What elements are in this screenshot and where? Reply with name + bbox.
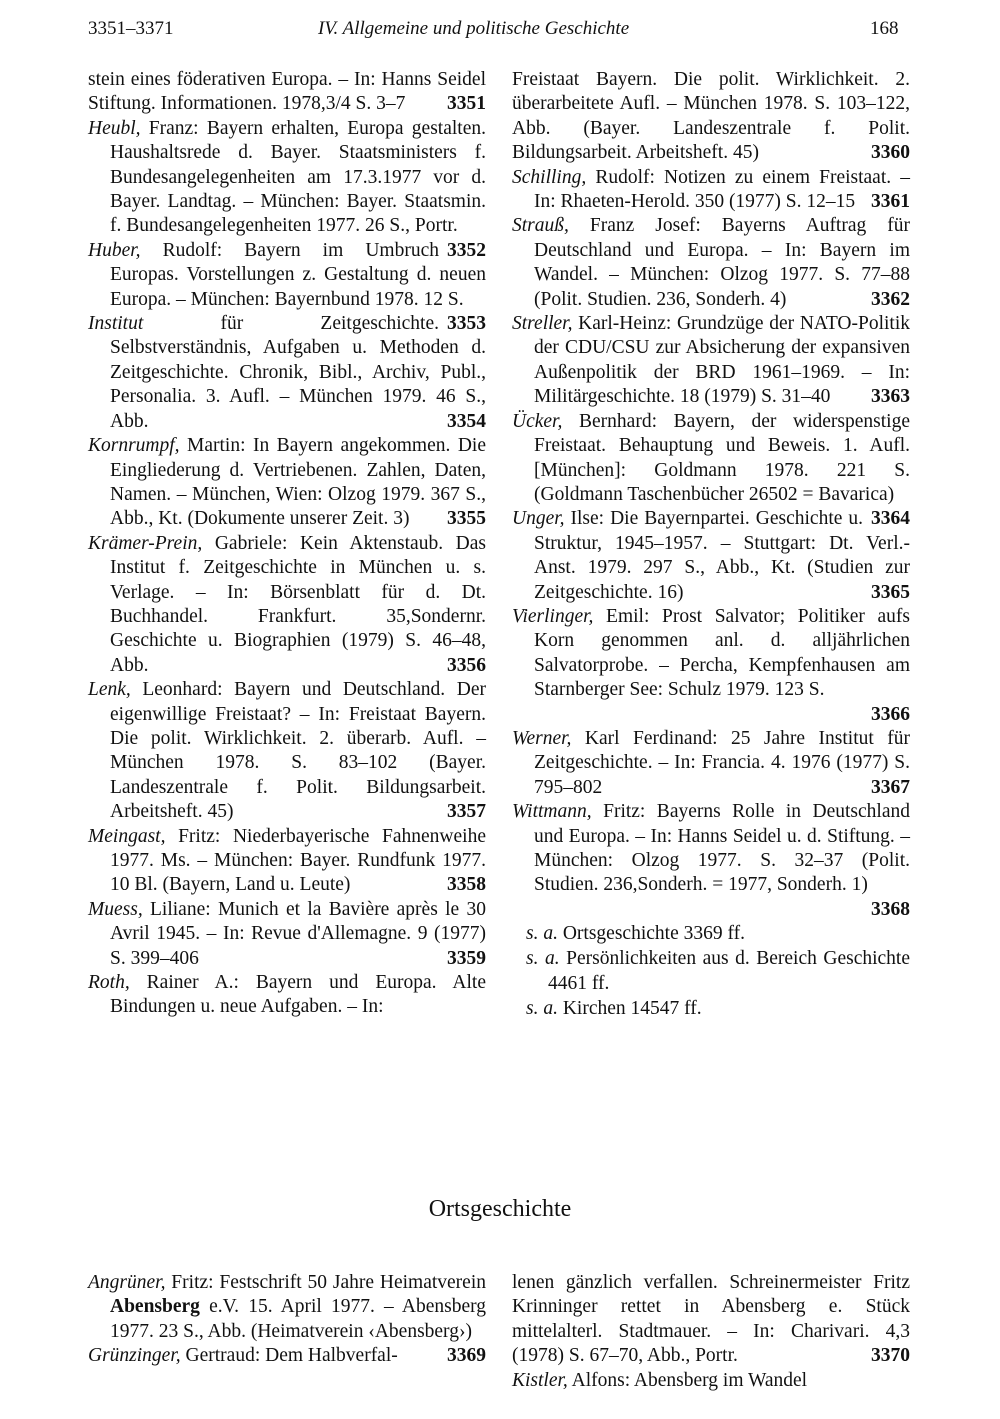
entry-author: Krämer-Prein, (88, 532, 203, 554)
entry-author: Huber, (88, 239, 141, 261)
entry-text: lenen gänzlich verfallen. Schreinermeister Fritz Krinninger rettet in Abensberg e. Stück mittelalterl. Stadtmauer. – In: Charivari. 4,3 (1978) S. 67–70, Abb., Portr. (512, 1272, 910, 1367)
see-also-prefix: s. a. (526, 922, 558, 944)
entry-author: Lenk, (88, 679, 131, 701)
entry-number: 3354 (447, 410, 486, 432)
entry-text: stein eines föderativen Europa. – In: Hanns Seidel Stiftung. Informationen. 1978,3/4 S. 3–7 (88, 69, 486, 115)
entry-number: 3353 (447, 313, 486, 335)
entry-author: Muess, (88, 898, 143, 920)
entry-author: Werner, (512, 727, 572, 749)
entry-text: Karl Ferdinand: 25 Jahre Institut für Zeitgeschichte. – In: Francia. 4. 1976 (1977) S. 795–802 (534, 727, 910, 798)
entry-number: 3364 (871, 508, 910, 530)
entry-number: 3362 (871, 288, 910, 310)
see-also-reference (512, 997, 910, 1021)
entry-text: Ilse: Die Bayernpartei. Geschichte u. Struktur, 1945–1957. – Stuttgart: Dt. Verl.-Anst. 1979. 297 S., Abb., Kt. (Studien zur Zeitgeschichte. 16) (534, 508, 910, 603)
entry-author: Institut (88, 313, 144, 335)
left-column (88, 68, 486, 1020)
bibliography-entry (512, 312, 910, 410)
bibliography-entry (512, 166, 910, 215)
bibliography-entry (88, 1344, 486, 1368)
bibliography-entry (88, 971, 486, 1020)
bibliography-entry (512, 800, 910, 920)
bibliography-entry (88, 898, 486, 971)
entry-number: 3359 (447, 947, 486, 969)
entry-author: Grünzinger, (88, 1345, 181, 1367)
entry-text: Liliane: Munich et la Bavière après le 30 Avril 1945. – In: Revue d'Allemagne. 9 (1977) S. 399–406 (110, 898, 486, 969)
entry-text: Gabriele: Kein Aktenstaub. Das Institut f. Zeitgeschichte in München u. s. Verlage. – In: Börsenblatt für d. Dt. Buchhandel. Frankfurt. 35,Sondernr. Geschichte u. Biographien (1979) S. 46–48, Abb. (110, 532, 486, 676)
entry-number: 3360 (871, 142, 910, 164)
bibliography-entry (512, 1369, 910, 1393)
entry-author: Roth, (88, 972, 130, 994)
entry-text: Freistaat Bayern. Die polit. Wirklichkeit. 2. überarbeitete Aufl. – München 1978. S. 103–122, Abb. (Bayer. Landeszentrale f. Polit. Bildungsarbeit. Arbeitsheft. 45) (512, 69, 910, 164)
entry-number: 3365 (871, 581, 910, 603)
entry-text: Fritz: Niederbayerische Fahnenweihe 1977. Ms. – München: Bayer. Rundfunk 1977. 10 Bl. (Bayern, Land u. Leute) (110, 825, 486, 896)
entry-author: Angrüner, (88, 1272, 166, 1293)
entry-text: e.V. 15. April 1977. – Abensberg 1977. 23 S., Abb. (Heimatverein ‹Abensberg›) (110, 1296, 486, 1342)
bibliography-entry (512, 1271, 910, 1369)
bibliography-entry (88, 678, 486, 824)
see-also-text: Persönlichkeiten aus d. Bereich Geschichte 4461 ff. (548, 948, 910, 994)
entry-text: Emil: Prost Salvator; Politiker aufs Korn genommen anl. d. alljährlichen Salvatorprobe. – Percha, Kempfenhausen am Starnberger See: Schulz 1979. 123 S. (534, 605, 910, 701)
right-column (512, 68, 910, 1022)
bibliography-entry (88, 312, 486, 434)
see-also-text: Ortsgeschichte 3369 ff. (557, 922, 745, 944)
entry-text: Bernhard: Bayern, der widerspenstige Freistaat. Behauptung und Beweis. 1. Aufl. [München]: Goldmann 1978. 221 S. (Goldmann Taschenbücher 26502 = Bavarica) (534, 410, 910, 505)
running-title: IV. Allgemeine und politische Geschichte (318, 18, 630, 39)
entry-author: Kornrumpf, (88, 435, 180, 457)
entry-text: Franz: Bayern erhalten, Europa gestalten. Haushaltsrede d. Bayer. Staatsministers f. Bundesangelegenheiten am 17.3.1977 vor d. Bayer. Landtag. – München: Bayer. Staatsmin. f. Bundesangelegenheiten 1977. 26 S., Portr. (110, 117, 486, 237)
entry-author: Schilling, (512, 166, 587, 188)
see-also-reference (512, 947, 910, 996)
entry-text: Karl-Heinz: Grundzüge der NATO-Politik der CDU/CSU zur Absicherung der expansiven Außenpolitik der BRD 1961–1969. – In: Militärgeschichte. 18 (1979) S. 31–40 (534, 313, 910, 408)
entry-text: Alfons: Abensberg im Wandel (567, 1369, 808, 1391)
entry-number: 3367 (871, 776, 910, 798)
entry-number: 3368 (871, 898, 910, 920)
see-also-text: Kirchen 14547 ff. (557, 998, 702, 1020)
see-also-reference (512, 922, 910, 946)
entry-text: Rudolf: Notizen zu einem Freistaat. – In: Rhaeten-Herold. 350 (1977) S. 12–15 (534, 166, 910, 213)
entry-text: für Zeitgeschichte. Selbstverständnis, Aufgaben u. Methoden d. Zeitgeschichte. Chronik, Bibl., Archiv, Publ., Personalia. 3. Aufl. – München 1979. 46 S., Abb. (110, 313, 486, 432)
entry-author: Vierlinger, (512, 605, 594, 627)
bibliography-entry (512, 727, 910, 800)
entry-author: Meingast, (88, 825, 166, 847)
entry-number: 3366 (871, 703, 910, 725)
entry-text: Fritz: Festschrift 50 Jahre Heimatverein (165, 1272, 486, 1293)
entry-number: 3351 (447, 93, 486, 115)
entry-author: Wittmann, (512, 801, 592, 823)
entry-author: Unger, (512, 508, 565, 530)
entry-author: Kistler, (512, 1369, 568, 1391)
entry-text: Franz Josef: Bayerns Auftrag für Deutschland und Europa. – In: Bayern im Wandel. – München: Olzog 1977. S. 77–88 (Polit. Studien. 236, Sonderh. 4) (534, 215, 910, 310)
entry-author: Strauß, (512, 215, 569, 237)
entry-author: Ücker, (512, 410, 563, 432)
entry-text: Rudolf: Bayern im Umbruch Europas. Vorstellungen z. Gestaltung d. neuen Europa. – München: Bayernbund 1978. 12 S. (110, 239, 486, 310)
bibliography-entry (88, 68, 486, 117)
entry-number: 3358 (447, 874, 486, 896)
entry-number: 3363 (871, 386, 910, 408)
spacer (512, 898, 910, 922)
entry-number: 3355 (447, 508, 486, 530)
entry-text: Rainer A.: Bayern und Europa. Alte Bindungen u. neue Aufgaben. – In: (110, 972, 486, 1018)
bottom-right-column (512, 1271, 910, 1393)
see-also-prefix: s. a. (526, 948, 560, 970)
entry-text: Martin: In Bayern angekommen. Die Eingliederung d. Vertriebenen. Zahlen, Daten, Namen. – München, Wien: Olzog 1979. 367 S., Abb., Kt. (Dokumente unserer Zeit. 3) (110, 435, 486, 530)
entry-author: Heubl, (88, 117, 141, 139)
bibliography-entry (512, 605, 910, 727)
bibliography-entry (512, 214, 910, 312)
entry-number: 3356 (447, 654, 486, 676)
entry-number: 3352 (447, 239, 486, 261)
entry-number: 3357 (447, 801, 486, 823)
page-number: 168 (870, 18, 899, 39)
entry-number: 3361 (871, 191, 910, 213)
entry-keyword: Abensberg (110, 1296, 200, 1318)
see-also-prefix: s. a. (526, 998, 558, 1020)
entry-text: Leonhard: Bayern und Deutschland. Der eigenwillige Freistaat? – In: Freistaat Bayern. Die polit. Wirklichkeit. 2. überarb. Aufl. – München 1978. S. 83–102 (Bayer. Landeszentrale f. Polit. Bildungsarbeit. Arbeitsheft. 45) (110, 679, 486, 823)
bibliography-entry (512, 68, 910, 166)
bibliography-entry (88, 825, 486, 898)
entry-author: Streller, (512, 313, 573, 335)
bibliography-entry (88, 532, 486, 678)
page-range: 3351–3371 (88, 18, 174, 39)
entry-number: 3370 (871, 1345, 910, 1367)
bibliography-entry (88, 434, 486, 532)
entry-text: Fritz: Bayerns Rolle in Deutschland und Europa. – In: Hanns Seidel u. d. Stiftung. – München: Olzog 1977. S. 32–37 (Polit. Studien. 236,Sonderh. = 1977, Sonderh. 1) (534, 801, 910, 896)
bibliography-entry (512, 507, 910, 605)
entry-number: 3369 (447, 1345, 486, 1367)
entry-text: Gertraud: Dem Halbverfal- (180, 1345, 398, 1367)
section-heading: Ortsgeschichte (428, 1196, 572, 1222)
bottom-left-column (88, 1271, 486, 1369)
